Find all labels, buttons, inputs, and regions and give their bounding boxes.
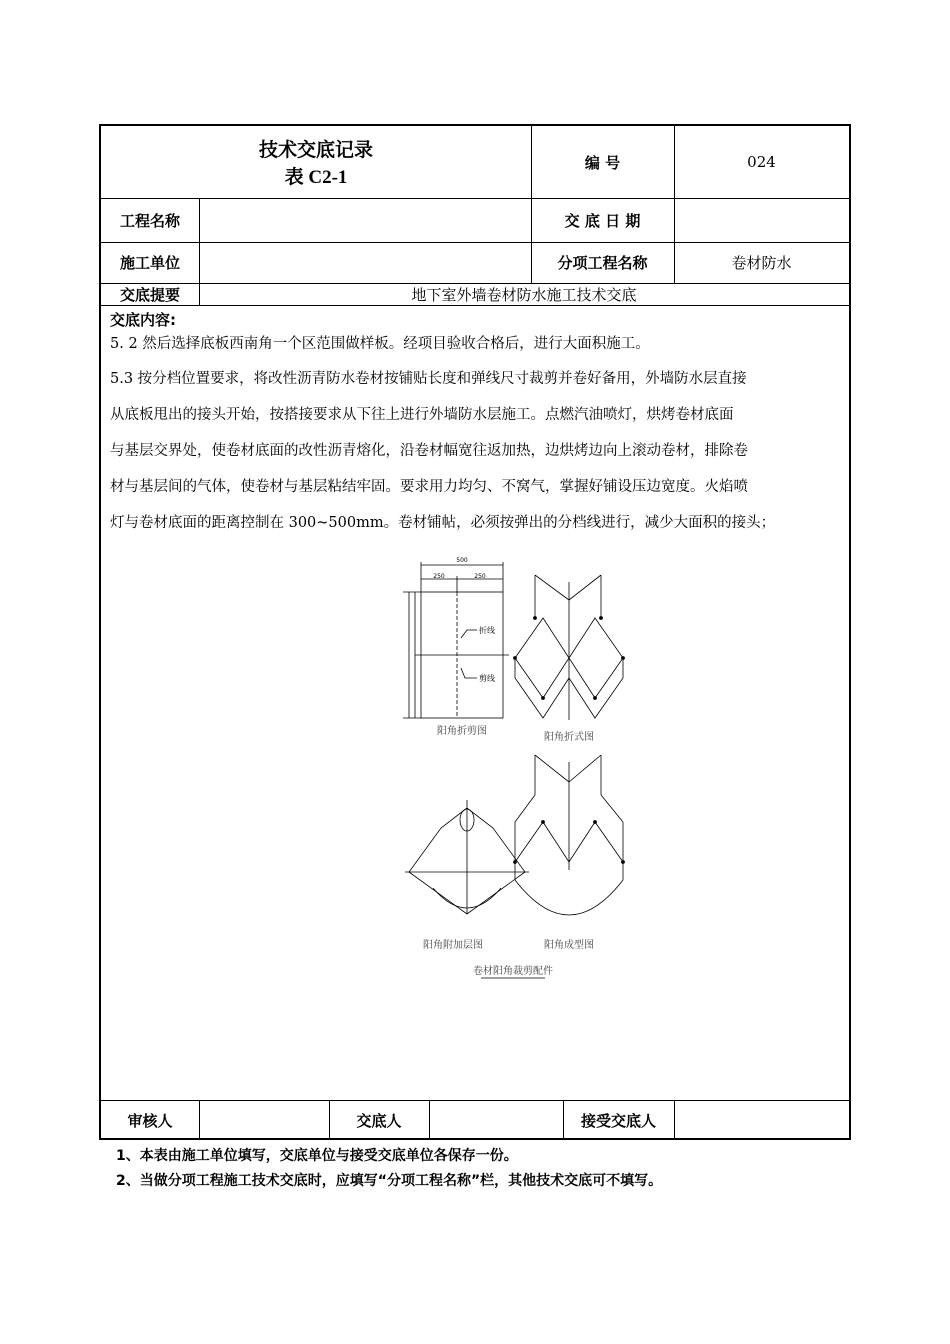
unit-label: 施工单位 (119, 254, 180, 272)
number-value[interactable]: 024 (747, 153, 776, 171)
fold-line-label: 折线 (479, 626, 495, 635)
summary-field[interactable]: 地下室外墙卷材防水施工技术交底 (411, 285, 637, 304)
caption-top-left: 阳角折剪图 (437, 726, 487, 737)
project-name-field[interactable] (199, 198, 531, 242)
reviewer-label: 审核人 (127, 1111, 173, 1130)
sub-project-label: 分项工程名称 (557, 254, 648, 272)
dim-label: 250 (474, 573, 486, 580)
caption-top-right: 阳角折式图 (544, 732, 594, 743)
form-title-line1: 技术交底记录 (258, 139, 373, 161)
form-code: 表 C2-1 (284, 167, 348, 188)
unit-field[interactable] (199, 242, 531, 283)
membrane-corner-diagram (395, 550, 645, 990)
content-area (110, 309, 836, 541)
footer-notes (116, 1144, 662, 1194)
sub-project-field[interactable]: 卷材防水 (731, 254, 792, 272)
reviewer-field[interactable] (199, 1100, 329, 1140)
project-name-label: 工程名称 (119, 211, 180, 230)
content-para-1: 5. 2 然后选择底板西南角一个区范围做样板。经项目验收合格后，进行大面积施工。 (110, 336, 650, 352)
caption-bottom-right: 阳角成型图 (544, 940, 594, 951)
dim-label: 250 (433, 573, 445, 580)
caption-bottom-left: 阳角附加层图 (423, 940, 483, 951)
note-item: 2、当做分项工程施工技术交底时，应填写“分项工程名称”栏，其他技术交底可不填写。 (116, 1173, 663, 1189)
receiver-label: 接受交底人 (580, 1111, 656, 1130)
caption-main: 卷材阳角裁剪配件 (473, 966, 553, 977)
note-item: 1、本表由施工单位填写，交底单位与接受交底单位各保存一份。 (116, 1148, 518, 1164)
number-label: 编 号 (584, 153, 621, 172)
date-label: 交 底 日 期 (564, 211, 641, 230)
cut-line-label: 剪线 (479, 674, 495, 683)
receiver-field[interactable] (674, 1100, 849, 1140)
content-line: 材与基层间的气体，使卷材与基层粘结牢固。要求用力均匀、不窝气，掌握好铺设压边宽度。火焰喷 (110, 479, 748, 495)
content-line: 5.3 按分档位置要求，将改性沥青防水卷材按铺贴长度和弹线尺寸裁剪并卷好备用，外墙防水层直接 (110, 371, 747, 387)
content-line: 灯与卷材底面的距离控制在 300~500mm。卷材铺帖，必须按弹出的分档线进行，减少大面积的接头； (110, 515, 776, 531)
content-heading: 交底内容: (110, 311, 176, 329)
content-line: 与基层交界处，使卷材底面的改性沥青熔化，沿卷材幅宽往返加热，边烘烤边向上滚动卷材，排除卷 (110, 443, 748, 459)
form-title (101, 126, 531, 198)
content-line: 从底板甩出的接头开始，按搭接要求从下往上进行外墙防水层施工。点燃汽油喷灯，烘烤卷材底面 (110, 407, 734, 423)
date-field[interactable] (674, 198, 849, 242)
dim-label: 500 (456, 557, 468, 564)
summary-label: 交底提要 (119, 285, 180, 304)
discloser-label: 交底人 (356, 1111, 402, 1130)
discloser-field[interactable] (429, 1100, 563, 1140)
